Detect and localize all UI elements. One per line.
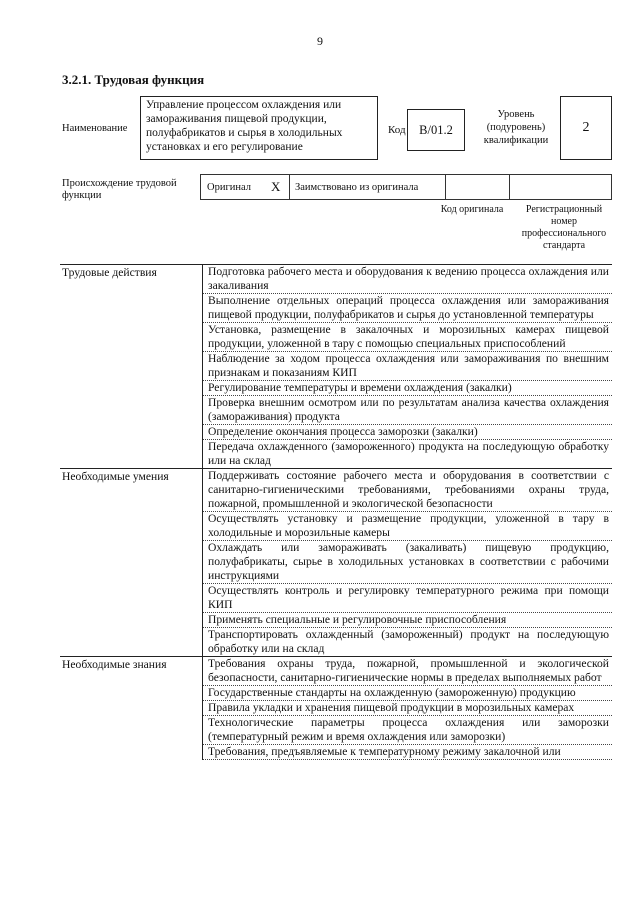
group-item: Поддерживать состояние рабочего места и оборудования в соответствии с санитарно-гигиеническими требованиями, требованиями охраны труда, пожарной, промышленной и экологической безопасности bbox=[203, 469, 613, 512]
group-item: Охлаждать или замораживать (закаливать) пищевую продукцию, полуфабрикаты, сырье в холодильных установках в соответствии с рабочими инструкциями bbox=[203, 541, 613, 584]
name-label: Наименование bbox=[62, 123, 128, 134]
origin-mark: X bbox=[271, 179, 281, 194]
group-item: Требования, предъявляемые к температурному режиму закалочной или bbox=[203, 745, 613, 760]
origin-reg-caption: Регистрационный номер профессионального стандарта bbox=[521, 204, 607, 251]
code-value: B/01.2 bbox=[407, 109, 465, 151]
origin-row bbox=[200, 174, 612, 200]
group-item: Транспортировать охлажденный (замороженный) продукт на последующую обработку или на склад bbox=[203, 628, 613, 657]
group-item: Выполнение отдельных операций процесса охлаждения или замораживания пищевой продукции, полуфабрикатов и сырья до установленной температуры bbox=[203, 294, 613, 323]
group-label: Необходимые знания bbox=[60, 657, 203, 760]
origin-label: Происхождение трудовой функции bbox=[62, 178, 177, 201]
group-item: Государственные стандарты на охлажденную (замороженную) продукцию bbox=[203, 686, 613, 701]
group-label: Трудовые действия bbox=[60, 265, 203, 469]
table-row bbox=[60, 265, 612, 294]
name-value: Управление процессом охлаждения или замораживания пищевой продукции, полуфабрикатов и сырья в холодильных установках и его регулирование bbox=[140, 96, 378, 160]
origin-original: Оригинал bbox=[207, 181, 251, 193]
level-label: Уровень (подуровень) квалификации bbox=[483, 109, 549, 146]
group-item: Передача охлажденного (замороженного) продукта на последующую обработку или на склад bbox=[203, 440, 613, 469]
level-value: 2 bbox=[560, 96, 612, 160]
group-item: Определение окончания процесса заморозки (закалки) bbox=[203, 425, 613, 440]
function-table bbox=[60, 264, 612, 760]
table-row bbox=[60, 469, 612, 512]
section-title: 3.2.1. Трудовая функция bbox=[62, 72, 205, 87]
group-item: Применять специальные и регулировочные приспособления bbox=[203, 613, 613, 628]
origin-borrowed: Заимствовано из оригинала bbox=[295, 181, 419, 193]
group-item: Технологические параметры процесса охлаждения или заморозки (температурный режим и время охлаждения или заморозки) bbox=[203, 716, 613, 745]
group-item: Регулирование температуры и времени охлаждения (закалки) bbox=[203, 381, 613, 396]
group-item: Правила укладки и хранения пищевой продукции в морозильных камерах bbox=[203, 701, 613, 716]
code-label: Код bbox=[388, 124, 406, 136]
group-item: Осуществлять установку и размещение продукции, уложенной в тару в холодильные и морозильные камеры bbox=[203, 512, 613, 541]
group-item: Осуществлять контроль и регулировку температурного режима при помощи КИП bbox=[203, 584, 613, 613]
group-item: Наблюдение за ходом процесса охлаждения или замораживания по внешним признакам и показаниям КИП bbox=[203, 352, 613, 381]
origin-code-caption: Код оригинала bbox=[440, 204, 504, 215]
group-label: Необходимые умения bbox=[60, 469, 203, 657]
group-item: Проверка внешним осмотром или по результатам анализа качества охлаждения (замораживания) продукта bbox=[203, 396, 613, 425]
group-item: Подготовка рабочего места и оборудования к ведению процесса охлаждения или закаливания bbox=[203, 265, 613, 294]
page-number: 9 bbox=[317, 34, 323, 48]
group-item: Требования охраны труда, пожарной, промышленной и экологической безопасности, санитарно-гигиенические нормы в пределах выполняемых работ bbox=[203, 657, 613, 686]
table-row bbox=[60, 657, 612, 686]
group-item: Установка, размещение в закалочных и морозильных камерах пищевой продукции, уложенной в тару с помощью специальных приспособлений bbox=[203, 323, 613, 352]
